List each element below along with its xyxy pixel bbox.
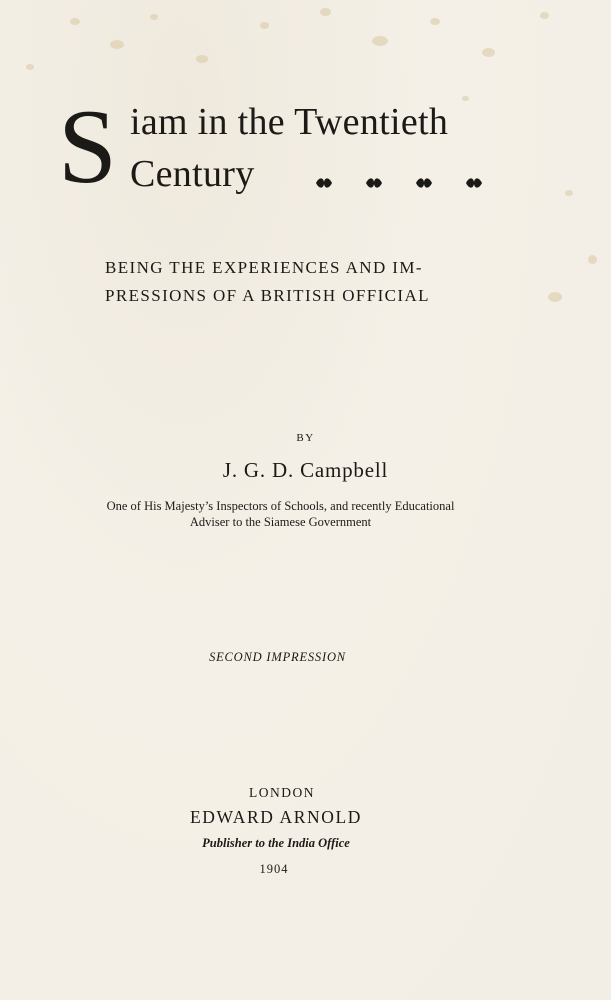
foxing-stain — [430, 18, 440, 25]
foxing-stain — [26, 64, 34, 70]
title-ornaments — [314, 176, 484, 190]
book-title — [58, 88, 518, 210]
foxing-stain — [540, 12, 549, 19]
title-dropcap: S — [58, 88, 117, 205]
fleuron-ornament-icon — [414, 176, 434, 190]
fleuron-ornament-icon — [314, 176, 334, 190]
title-line-2: Century — [130, 153, 255, 195]
foxing-stain — [588, 255, 597, 264]
imprint-year: 1904 — [259, 862, 289, 876]
author-description-line-2: Adviser to the Siamese Government — [189, 515, 372, 529]
foxing-stain — [70, 18, 80, 25]
foxing-stain — [320, 8, 331, 16]
imprint-city: LONDON — [249, 785, 315, 800]
author-name: J. G. D. Campbell — [222, 458, 389, 482]
title-line-1: iam in the Twentieth — [130, 101, 449, 143]
by-label: BY — [296, 432, 315, 444]
foxing-stain — [372, 36, 388, 46]
foxing-stain — [110, 40, 124, 49]
foxing-stain — [150, 14, 158, 20]
foxing-stain — [482, 48, 495, 57]
fleuron-ornament-icon — [364, 176, 384, 190]
author-description-line-1: One of His Majesty’s Inspectors of Schools, and recently Educational — [106, 499, 455, 513]
subtitle-line-1: BEING THE EXPERIENCES AND IM- — [105, 258, 423, 277]
foxing-stain — [260, 22, 269, 29]
foxing-stain — [548, 292, 562, 302]
author-description — [0, 498, 561, 530]
foxing-stain — [565, 190, 573, 196]
fleuron-ornament-icon — [464, 176, 484, 190]
imprint-publisher: EDWARD ARNOLD — [190, 807, 362, 827]
impression-note: SECOND IMPRESSION — [209, 650, 346, 664]
subtitle-line-2: PRESSIONS OF A BRITISH OFFICIAL — [105, 286, 430, 305]
imprint-publisher-role: Publisher to the India Office — [202, 836, 350, 850]
subtitle — [105, 254, 465, 310]
foxing-stain — [196, 55, 208, 63]
